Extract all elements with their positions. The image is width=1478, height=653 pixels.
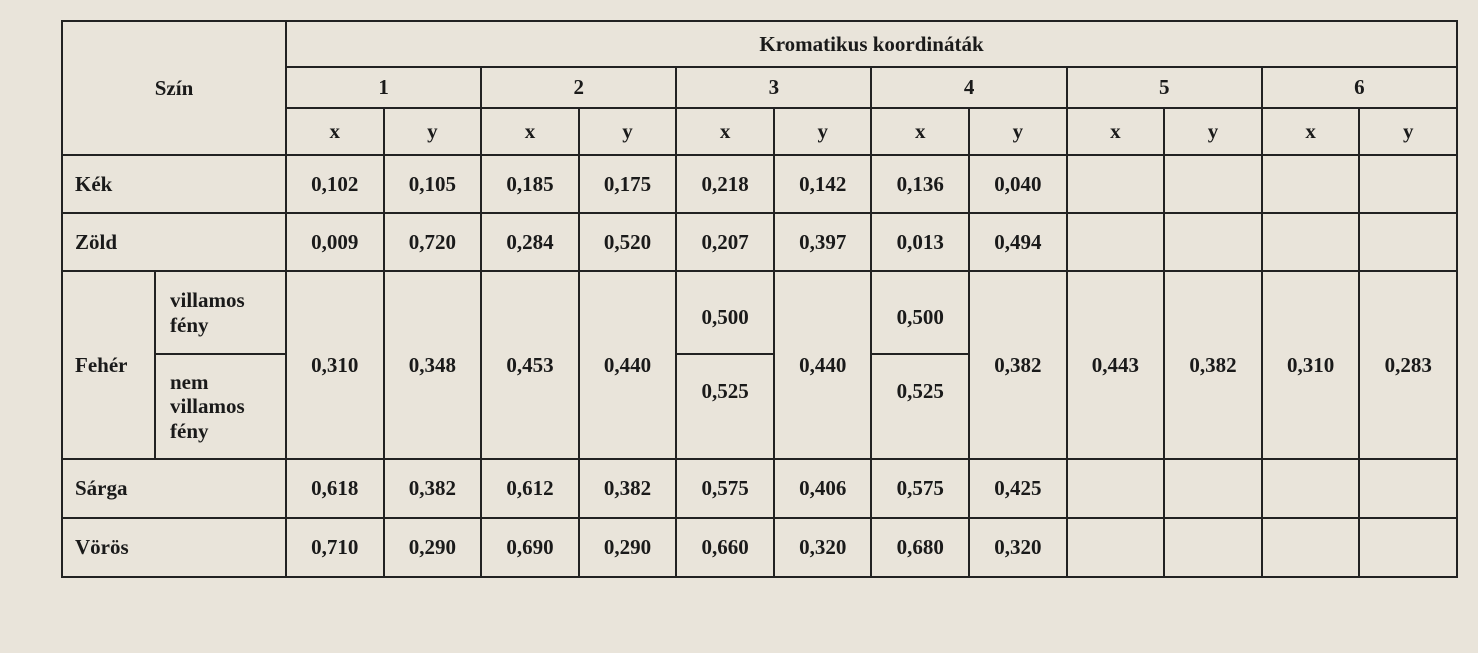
chromaticity-table (61, 20, 1458, 578)
table-cell (1067, 213, 1165, 271)
y-header: y (579, 108, 677, 155)
column-group-2: 2 (481, 67, 676, 108)
table-cell (1067, 518, 1165, 577)
table-cell: 0,320 (774, 518, 872, 577)
table-cell: 0,175 (579, 155, 677, 213)
table-cell: 0,618 (286, 459, 384, 518)
row-label: Fehér (62, 271, 155, 459)
table-cell (1262, 213, 1360, 271)
column-group-5: 5 (1067, 67, 1262, 108)
table-cell (1067, 459, 1165, 518)
table-cell: 0,348 (384, 271, 482, 459)
table-cell (1262, 518, 1360, 577)
column-group-4: 4 (871, 67, 1066, 108)
table-cell: 0,690 (481, 518, 579, 577)
row-label: Vörös (62, 518, 286, 577)
table-cell (1164, 459, 1262, 518)
x-header: x (871, 108, 969, 155)
table-cell (1164, 155, 1262, 213)
table-row-zold (62, 213, 1457, 271)
table-cell: 0,500 (871, 271, 969, 354)
table-cell: 0,440 (774, 271, 872, 459)
table-row-kek (62, 155, 1457, 213)
table-cell: 0,382 (969, 271, 1067, 459)
table-cell: 0,525 (676, 354, 774, 459)
table-cell: 0,680 (871, 518, 969, 577)
row-label: Kék (62, 155, 286, 213)
table-cell: 0,102 (286, 155, 384, 213)
y-header: y (774, 108, 872, 155)
row-label: Zöld (62, 213, 286, 271)
table-cell: 0,382 (579, 459, 677, 518)
table-cell: 0,720 (384, 213, 482, 271)
table-cell: 0,406 (774, 459, 872, 518)
column-group-6: 6 (1262, 67, 1457, 108)
table-cell: 0,284 (481, 213, 579, 271)
table-cell: 0,382 (384, 459, 482, 518)
x-header: x (676, 108, 774, 155)
table-cell: 0,142 (774, 155, 872, 213)
chromatic-coordinates-header: Kromatikus koordináták (286, 21, 1457, 67)
table-cell (1164, 213, 1262, 271)
table-cell: 0,040 (969, 155, 1067, 213)
table-cell: 0,397 (774, 213, 872, 271)
table-cell: 0,710 (286, 518, 384, 577)
table-cell (1262, 459, 1360, 518)
table-cell: 0,136 (871, 155, 969, 213)
x-header: x (481, 108, 579, 155)
table-cell: 0,443 (1067, 271, 1165, 459)
table-cell: 0,494 (969, 213, 1067, 271)
table-cell: 0,310 (1262, 271, 1360, 459)
table-cell: 0,525 (871, 354, 969, 459)
table-cell (1359, 459, 1457, 518)
y-header: y (1359, 108, 1457, 155)
table-cell: 0,207 (676, 213, 774, 271)
table-cell: 0,320 (969, 518, 1067, 577)
table-cell: 0,283 (1359, 271, 1457, 459)
table-cell (1262, 155, 1360, 213)
table-row-sarga (62, 459, 1457, 518)
table-cell: 0,009 (286, 213, 384, 271)
table-cell: 0,612 (481, 459, 579, 518)
row-label: Sárga (62, 459, 286, 518)
column-group-3: 3 (676, 67, 871, 108)
y-header: y (969, 108, 1067, 155)
x-header: x (286, 108, 384, 155)
table-row-voros (62, 518, 1457, 577)
table-cell: 0,105 (384, 155, 482, 213)
table-cell: 0,218 (676, 155, 774, 213)
table-cell: 0,575 (676, 459, 774, 518)
table-cell (1359, 155, 1457, 213)
y-header: y (1164, 108, 1262, 155)
table-cell: 0,013 (871, 213, 969, 271)
sub-row-label: villamos fény (155, 271, 286, 354)
table-cell (1067, 155, 1165, 213)
table-cell: 0,290 (384, 518, 482, 577)
table-cell: 0,520 (579, 213, 677, 271)
x-header: x (1067, 108, 1165, 155)
table-cell: 0,660 (676, 518, 774, 577)
table-cell (1359, 213, 1457, 271)
table-row-feher-villamos (62, 271, 1457, 354)
table-cell: 0,185 (481, 155, 579, 213)
table-cell: 0,382 (1164, 271, 1262, 459)
column-group-1: 1 (286, 67, 481, 108)
table-cell (1164, 518, 1262, 577)
sub-row-label: nem villamos fény (155, 354, 286, 459)
table-cell: 0,500 (676, 271, 774, 354)
table-cell: 0,310 (286, 271, 384, 459)
table-cell: 0,425 (969, 459, 1067, 518)
y-header: y (384, 108, 482, 155)
x-header: x (1262, 108, 1360, 155)
table-cell (1359, 518, 1457, 577)
table-cell: 0,440 (579, 271, 677, 459)
color-header: Szín (62, 21, 286, 155)
table-cell: 0,575 (871, 459, 969, 518)
table-cell: 0,453 (481, 271, 579, 459)
table-cell: 0,290 (579, 518, 677, 577)
